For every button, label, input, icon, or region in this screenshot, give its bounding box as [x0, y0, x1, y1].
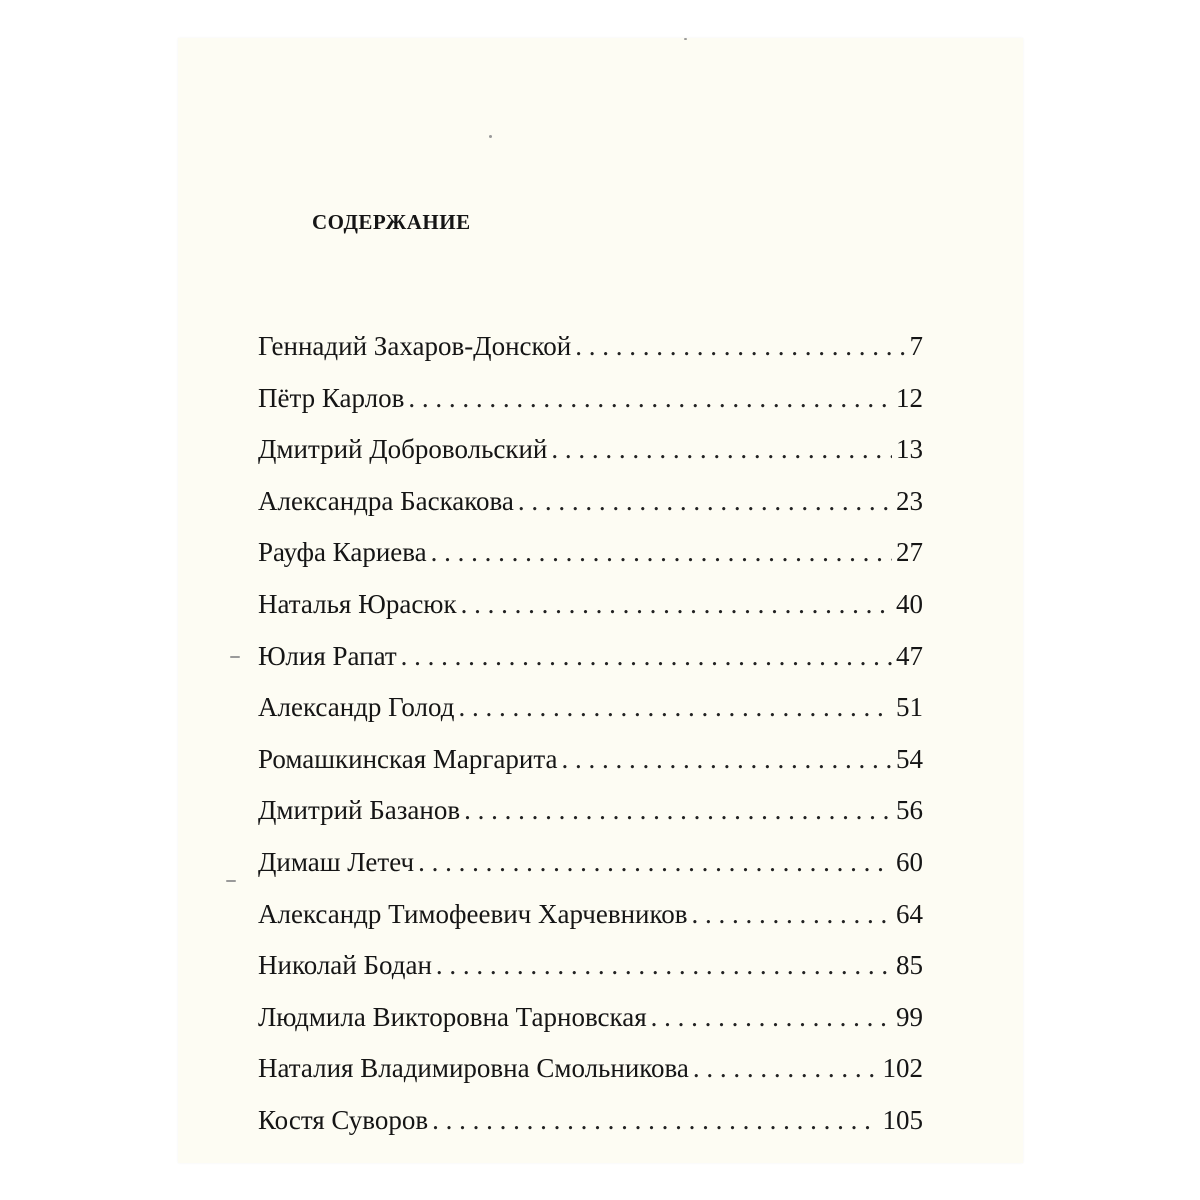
dot-leader: [518, 486, 892, 517]
toc-entry: [258, 434, 923, 486]
toc-entry-page-number: 13: [896, 434, 923, 465]
dot-leader: [408, 383, 892, 414]
dot-leader: [458, 692, 892, 723]
toc-entry-page-number: 40: [896, 588, 923, 619]
toc-entry-name: Пётр Карлов: [258, 382, 405, 413]
dot-leader: [551, 434, 892, 465]
dot-leader: [401, 641, 892, 672]
toc-entry-name: Наталья Юрасюк: [258, 588, 457, 619]
toc-entry-name: Костя Суворов: [258, 1104, 429, 1135]
toc-entry-name: Геннадий Захаров-Донской: [258, 331, 572, 361]
toc-entry-page-number: 47: [896, 640, 923, 671]
toc-entry-page-number: 105: [882, 1104, 923, 1135]
table-of-contents: [258, 331, 923, 1157]
toc-entry: [258, 847, 923, 899]
toc-entry: [258, 331, 923, 383]
toc-entry: [258, 486, 923, 538]
toc-entry: [258, 383, 923, 435]
dot-leader: [693, 1053, 879, 1084]
toc-entry-page-number: 54: [896, 743, 923, 774]
toc-entry-name: Димаш Летеч: [258, 846, 415, 877]
toc-entry: [258, 1053, 923, 1105]
dot-leader: [651, 1002, 892, 1033]
dot-leader: [575, 331, 905, 362]
toc-entry: [258, 537, 923, 589]
toc-entry-page-number: 7: [909, 331, 923, 361]
toc-entry: [258, 692, 923, 744]
toc-entry-page-number: 51: [896, 692, 923, 723]
toc-entry-name: Наталия Владимировна Смольникова: [258, 1053, 689, 1084]
toc-entry-page-number: 56: [896, 795, 923, 826]
toc-entry-page-number: 85: [896, 950, 923, 981]
toc-entry-page-number: 12: [896, 382, 923, 413]
toc-entry: [258, 1105, 923, 1157]
dot-leader: [418, 847, 892, 878]
toc-entry-name: Людмила Викторовна Тарновская: [258, 1001, 647, 1032]
toc-entry-name: Александр Тимофеевич Харчевников: [258, 898, 688, 929]
dot-leader: [464, 795, 892, 826]
toc-entry-page-number: 99: [896, 1001, 923, 1032]
toc-entry-page-number: 27: [896, 537, 923, 568]
dot-leader: [561, 744, 892, 775]
toc-entry: [258, 1002, 923, 1054]
toc-entry: [258, 950, 923, 1002]
toc-entry-name: Рауфа Кариева: [258, 537, 427, 568]
dot-leader: [461, 589, 892, 620]
page-title: СОДЕРЖАНИЕ: [312, 210, 471, 234]
toc-entry: [258, 899, 923, 951]
dot-leader: [432, 1105, 878, 1136]
paper-speck: [489, 135, 492, 138]
toc-entry: [258, 641, 923, 693]
toc-entry-name: Александр Голод: [258, 692, 455, 723]
toc-entry: [258, 589, 923, 641]
toc-entry-page-number: 23: [896, 485, 923, 516]
toc-entry-name: Юлия Рапат: [258, 640, 397, 671]
dot-leader: [436, 950, 892, 981]
toc-entry: [258, 795, 923, 847]
toc-entry-name: Ромашкинская Маргарита: [258, 743, 558, 774]
paper-speck: [226, 880, 236, 882]
toc-entry-name: Дмитрий Базанов: [258, 795, 461, 826]
dot-leader: [692, 899, 893, 930]
toc-entry: [258, 744, 923, 796]
toc-entry-page-number: 102: [882, 1053, 923, 1084]
toc-entry-name: Александра Баскакова: [258, 485, 514, 516]
book-page: [178, 38, 1023, 1163]
dot-leader: [431, 537, 892, 568]
toc-entry-page-number: 60: [896, 846, 923, 877]
paper-speck: [230, 656, 240, 658]
toc-entry-name: Николай Бодан: [258, 950, 432, 981]
toc-entry-page-number: 64: [896, 898, 923, 929]
paper-speck: [684, 38, 687, 40]
toc-entry-name: Дмитрий Добровольский: [258, 434, 548, 465]
